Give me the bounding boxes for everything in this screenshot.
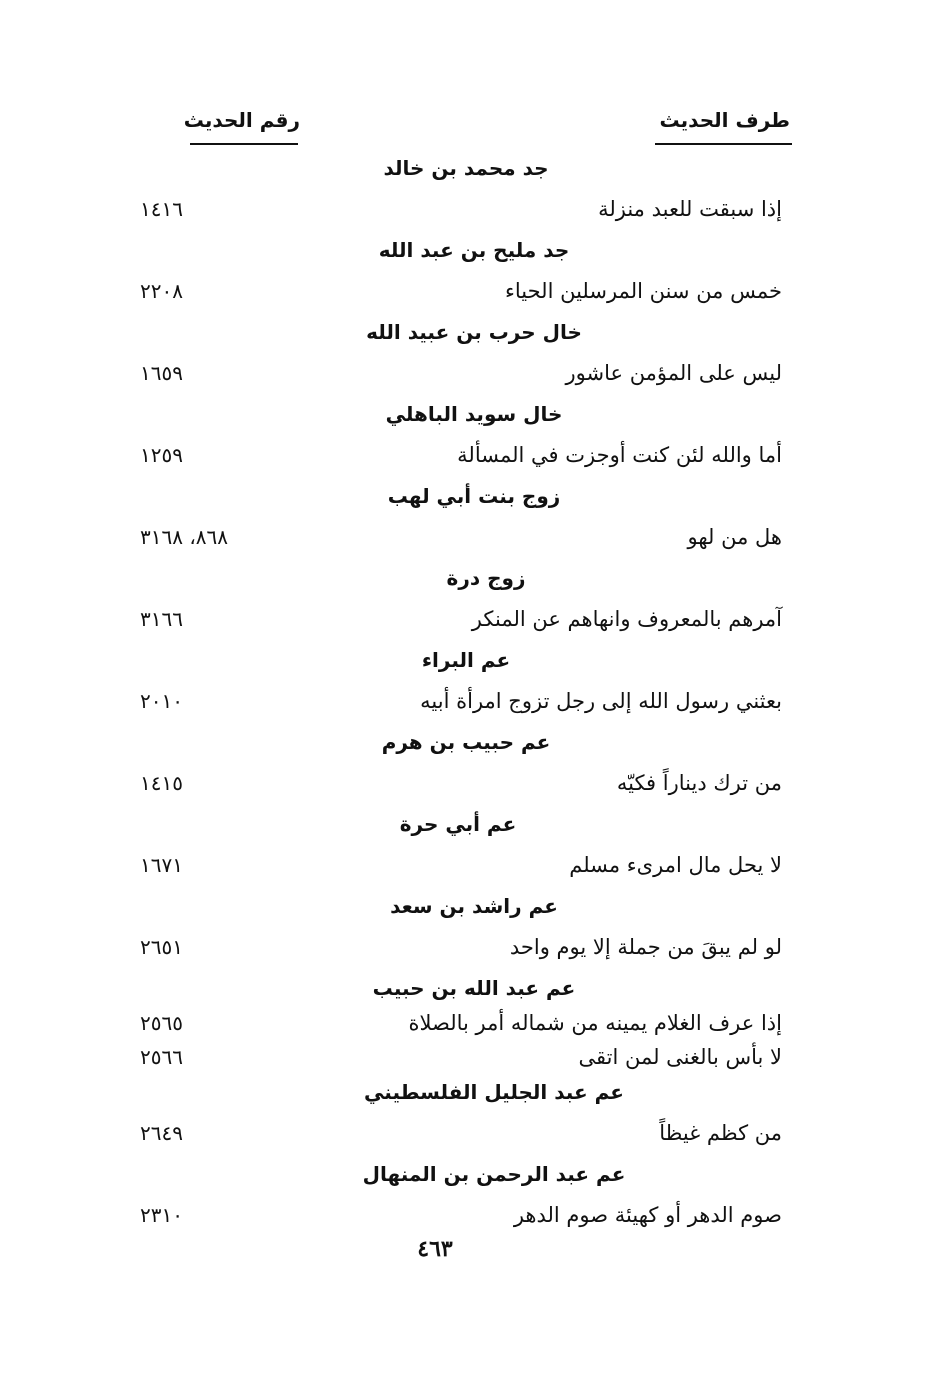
index-entry [0, 924, 932, 970]
index-group [0, 642, 932, 724]
index-entry [0, 760, 932, 806]
index-entry [0, 1040, 932, 1074]
index-entry [0, 268, 932, 314]
index-entry [0, 1006, 932, 1040]
hadith-text: من كظم غيظاً [659, 1121, 782, 1145]
hadith-text: صوم الدهر أو كهيئة صوم الدهر [513, 1203, 782, 1227]
index-list [0, 150, 932, 1238]
index-group [0, 806, 932, 888]
index-group [0, 888, 932, 970]
index-entry [0, 678, 932, 724]
group-title: خال سويد الباهلي [385, 402, 563, 426]
group-title: زوج بنت أبي لهب [387, 484, 561, 508]
group-title: عم عبد الله بن حبيب [372, 976, 576, 1000]
header-underline-number [190, 143, 298, 145]
hadith-text: لا يحل مال امرىء مسلم [569, 853, 782, 877]
hadith-text: بعثني رسول الله إلى رجل تزوج امرأة أبيه [420, 689, 782, 713]
hadith-number: ١٤١٦ [140, 197, 183, 221]
hadith-number: ٣١٦٦ [140, 607, 183, 631]
index-group [0, 396, 932, 478]
header-underline-hadith [655, 143, 792, 145]
page-number: ٤٦٣ [417, 1236, 453, 1262]
index-group [0, 560, 932, 642]
column-header-hadith: طرف الحديث [659, 108, 790, 132]
column-header-number: رقم الحديث [183, 108, 300, 132]
index-entry [0, 514, 932, 560]
hadith-number: ٢٢٠٨ [140, 279, 183, 303]
index-group [0, 478, 932, 560]
hadith-number: ١٢٥٩ [140, 443, 183, 467]
index-group [0, 1074, 932, 1156]
hadith-number: ٢٠١٠ [140, 689, 183, 713]
hadith-text: خمس من سنن المرسلين الحياء [505, 279, 782, 303]
hadith-text: هل من لهو [687, 525, 782, 549]
hadith-text: أما والله لئن كنت أوجزت في المسألة [457, 443, 782, 467]
hadith-number: ٨٦٨، ٣١٦٨ [140, 525, 229, 549]
index-entry [0, 842, 932, 888]
hadith-number: ١٦٧١ [140, 853, 183, 877]
hadith-number: ٢٥٦٥ [140, 1011, 183, 1035]
index-entry [0, 186, 932, 232]
group-title: زوج درة [446, 566, 526, 590]
hadith-number: ٢٣١٠ [140, 1203, 183, 1227]
hadith-number: ٢٦٤٩ [140, 1121, 183, 1145]
index-entry [0, 1110, 932, 1156]
index-group [0, 724, 932, 806]
group-title: عم راشد بن سعد [390, 894, 558, 918]
group-title: عم أبي حرة [399, 812, 517, 836]
hadith-number: ٢٦٥١ [140, 935, 183, 959]
hadith-text: إذا عرف الغلام يمينه من شماله أمر بالصلاة [408, 1011, 782, 1035]
group-title: جد مليح بن عبد الله [378, 238, 570, 262]
hadith-text: لو لم يبقَ من جملة إلا يوم واحد [509, 935, 782, 959]
index-group [0, 232, 932, 314]
group-title: عم البراء [421, 648, 511, 672]
index-group [0, 970, 932, 1074]
index-group [0, 314, 932, 396]
hadith-number: ١٦٥٩ [140, 361, 183, 385]
hadith-number: ١٤١٥ [140, 771, 183, 795]
hadith-text: آمرهم بالمعروف وانهاهم عن المنكر [471, 607, 782, 631]
group-title: عم عبد الرحمن بن المنهال [362, 1162, 626, 1186]
group-title: عم حبيب بن هرم [381, 730, 551, 754]
index-entry [0, 350, 932, 396]
group-title: عم عبد الجليل الفلسطيني [364, 1080, 624, 1104]
hadith-text: إذا سبقت للعبد منزلة [598, 197, 782, 221]
index-group [0, 1156, 932, 1238]
hadith-text: من ترك ديناراً فكيّه [616, 771, 782, 795]
index-group [0, 150, 932, 232]
index-entry [0, 1192, 932, 1238]
hadith-number: ٢٥٦٦ [140, 1045, 183, 1069]
hadith-text: ليس على المؤمن عاشور [565, 361, 782, 385]
group-title: جد محمد بن خالد [383, 156, 549, 180]
index-entry [0, 432, 932, 478]
index-entry [0, 596, 932, 642]
group-title: خال حرب بن عبيد الله [366, 320, 582, 344]
hadith-text: لا بأس بالغنى لمن اتقى [578, 1045, 782, 1069]
